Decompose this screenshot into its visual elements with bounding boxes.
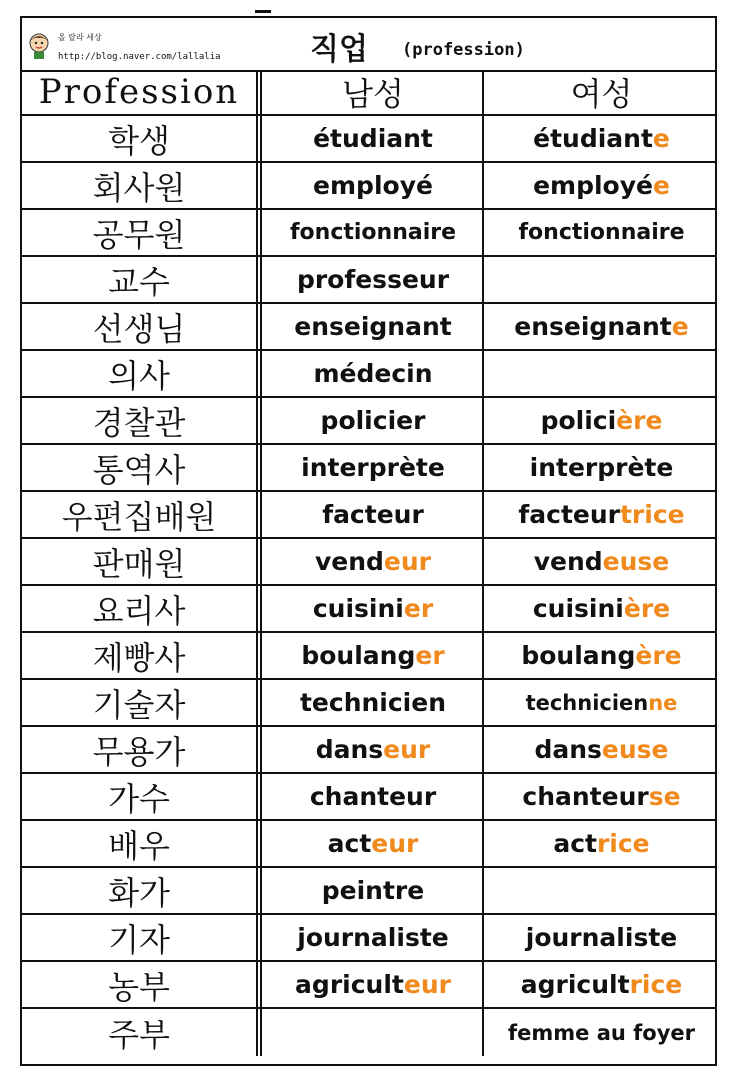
column-divider xyxy=(256,257,258,302)
male-form-stem: étudiant xyxy=(313,124,433,153)
female-form-stem: employé xyxy=(533,171,653,200)
korean-profession: 화가 xyxy=(108,873,170,912)
male-form xyxy=(260,445,484,490)
table-row xyxy=(22,915,715,962)
female-form xyxy=(482,774,719,819)
female-form xyxy=(482,680,719,725)
female-form xyxy=(482,210,719,255)
korean-profession: 경찰관 xyxy=(92,403,186,442)
male-form xyxy=(260,163,484,208)
female-form xyxy=(482,1009,719,1056)
male-form-stem: enseignant xyxy=(294,312,452,341)
female-form xyxy=(482,633,719,678)
male-form-stem: agricult xyxy=(295,970,404,999)
korean-profession: 학생 xyxy=(108,121,170,160)
table-row xyxy=(22,257,715,304)
column-divider xyxy=(256,445,258,490)
korean-profession: 기술자 xyxy=(92,685,186,724)
column-divider xyxy=(256,868,258,913)
table-row xyxy=(22,821,715,868)
column-divider xyxy=(256,821,258,866)
female-form-stem: enseignant xyxy=(514,312,672,341)
male-form-stem: act xyxy=(327,829,372,858)
korean-profession: 의사 xyxy=(108,356,170,395)
female-form-stem: facteur xyxy=(518,500,620,529)
female-form-ending: ne xyxy=(648,690,678,715)
female-form-ending: se xyxy=(648,782,681,811)
korean-profession: 판매원 xyxy=(92,544,186,583)
profession-table xyxy=(22,70,715,1056)
korean-profession: 통역사 xyxy=(92,450,186,489)
blog-url: http://blog.naver.com/lallalia xyxy=(58,52,221,62)
table-row xyxy=(22,539,715,586)
male-form-stem: médecin xyxy=(313,359,433,388)
female-form-ending: e xyxy=(652,124,670,153)
female-form-ending: rice xyxy=(596,829,650,858)
column-divider xyxy=(256,633,258,678)
male-form xyxy=(260,727,484,772)
male-form xyxy=(260,774,484,819)
male-form xyxy=(260,868,484,913)
korean-profession: 공무원 xyxy=(92,215,186,254)
female-form xyxy=(482,257,719,302)
female-form xyxy=(482,727,719,772)
female-form-ending: euse xyxy=(602,547,670,576)
female-form xyxy=(482,163,719,208)
male-form xyxy=(260,539,484,584)
male-form xyxy=(260,633,484,678)
male-form xyxy=(260,962,484,1007)
male-form xyxy=(260,304,484,349)
male-form-stem: employé xyxy=(313,171,433,200)
column-divider xyxy=(256,492,258,537)
column-divider xyxy=(256,586,258,631)
male-form-stem: journaliste xyxy=(297,923,449,952)
korean-profession: 가수 xyxy=(108,779,170,818)
korean-profession: 회사원 xyxy=(92,168,186,207)
korean-profession: 주부 xyxy=(108,1015,170,1054)
male-form-ending: er xyxy=(403,594,434,623)
male-form-stem: peintre xyxy=(321,876,425,905)
blog-avatar-icon xyxy=(27,31,51,59)
female-form xyxy=(482,304,719,349)
column-divider xyxy=(256,915,258,960)
male-form-stem: chanteur xyxy=(309,782,437,811)
female-form-stem: étudiant xyxy=(533,124,653,153)
female-form-stem: vend xyxy=(533,547,603,576)
column-divider xyxy=(256,774,258,819)
column-divider xyxy=(256,210,258,255)
korean-profession: 무용가 xyxy=(92,732,186,771)
female-form xyxy=(482,116,719,161)
column-divider xyxy=(256,163,258,208)
column-header-female: 여성 xyxy=(482,70,719,114)
female-form-ending: e xyxy=(671,312,689,341)
male-form xyxy=(260,680,484,725)
female-form xyxy=(482,915,719,960)
male-form-ending: eur xyxy=(383,547,432,576)
male-form xyxy=(260,821,484,866)
page-title: 직업 xyxy=(310,32,368,67)
column-divider xyxy=(256,1009,258,1056)
column-divider xyxy=(256,70,258,114)
column-divider xyxy=(256,539,258,584)
female-form xyxy=(482,821,719,866)
column-divider xyxy=(256,116,258,161)
korean-profession: 교수 xyxy=(108,262,170,301)
male-form-ending: eur xyxy=(371,829,419,858)
table-row xyxy=(22,727,715,774)
table-row xyxy=(22,868,715,915)
female-form-stem: femme au foyer xyxy=(508,1020,695,1045)
korean-profession: 우편집배원 xyxy=(61,497,217,536)
female-form xyxy=(482,868,719,913)
female-form-stem: interprète xyxy=(529,453,674,482)
korean-profession: 제빵사 xyxy=(92,638,186,677)
female-form-stem: polici xyxy=(540,406,617,435)
male-form xyxy=(260,116,484,161)
table-row xyxy=(22,633,715,680)
column-divider xyxy=(256,962,258,1007)
male-form xyxy=(260,915,484,960)
female-form-ending: e xyxy=(652,171,670,200)
table-row xyxy=(22,680,715,727)
female-form-stem: fonctionnaire xyxy=(518,220,685,245)
female-form xyxy=(482,398,719,443)
male-form-stem: vend xyxy=(314,547,384,576)
table-row xyxy=(22,398,715,445)
column-divider xyxy=(256,304,258,349)
male-form-stem: fonctionnaire xyxy=(289,220,457,245)
table-row xyxy=(22,492,715,539)
male-form xyxy=(260,586,484,631)
column-divider xyxy=(256,398,258,443)
column-header-male: 남성 xyxy=(260,70,484,114)
female-form xyxy=(482,539,719,584)
male-form xyxy=(260,257,484,302)
male-form-stem: dans xyxy=(315,735,384,764)
male-form xyxy=(260,210,484,255)
male-form-stem: facteur xyxy=(322,500,424,529)
table-body xyxy=(22,116,715,1056)
female-form-stem: act xyxy=(553,829,597,858)
korean-profession: 요리사 xyxy=(92,591,186,630)
female-form-ending: ère xyxy=(623,594,671,623)
page-subtitle: (profession) xyxy=(402,40,525,60)
male-form-stem: technicien xyxy=(299,688,447,717)
female-form-ending: ère xyxy=(635,641,682,670)
female-form-stem: chanteur xyxy=(522,782,649,811)
vocabulary-sheet xyxy=(20,16,717,1066)
sheet-header xyxy=(22,18,715,72)
table-row xyxy=(22,163,715,210)
korean-profession: 배우 xyxy=(108,826,170,865)
female-form-ending: trice xyxy=(619,500,685,529)
female-form-stem: technicien xyxy=(525,690,649,715)
table-row xyxy=(22,774,715,821)
table-row xyxy=(22,304,715,351)
korean-profession: 농부 xyxy=(108,967,170,1006)
table-row xyxy=(22,962,715,1009)
male-form xyxy=(260,398,484,443)
column-divider xyxy=(256,727,258,772)
female-form-stem: agricult xyxy=(520,970,630,999)
female-form xyxy=(482,586,719,631)
male-form xyxy=(260,351,484,396)
male-form-stem: boulang xyxy=(301,641,416,670)
column-header-profession: Profession xyxy=(38,72,240,112)
table-row xyxy=(22,116,715,163)
korean-profession: 기자 xyxy=(108,920,170,959)
blog-name: 올 랄라 세상 xyxy=(58,33,102,42)
male-form xyxy=(260,1009,484,1056)
column-divider xyxy=(256,680,258,725)
column-divider xyxy=(256,351,258,396)
table-row xyxy=(22,1009,715,1056)
male-form-stem: cuisini xyxy=(312,594,404,623)
table-header-row xyxy=(22,70,715,116)
female-form-stem: boulang xyxy=(521,641,636,670)
female-form xyxy=(482,445,719,490)
female-form xyxy=(482,351,719,396)
male-form xyxy=(260,492,484,537)
table-row xyxy=(22,351,715,398)
table-row xyxy=(22,210,715,257)
male-form-ending: er xyxy=(415,641,445,670)
female-form-stem: dans xyxy=(534,735,602,764)
male-form-ending: eur xyxy=(383,735,431,764)
korean-profession: 선생님 xyxy=(92,309,186,348)
header-mark xyxy=(255,10,271,13)
female-form-stem: journaliste xyxy=(525,923,678,952)
male-form-stem: professeur xyxy=(296,265,450,294)
male-form-stem: policier xyxy=(320,406,426,435)
female-form-stem: cuisini xyxy=(532,594,624,623)
female-form-ending: rice xyxy=(629,970,683,999)
male-form-ending: eur xyxy=(403,970,451,999)
table-row xyxy=(22,445,715,492)
table-row xyxy=(22,586,715,633)
female-form xyxy=(482,962,719,1007)
female-form xyxy=(482,492,719,537)
female-form-ending: ère xyxy=(616,406,663,435)
female-form-ending: euse xyxy=(601,735,669,764)
male-form-stem: interprète xyxy=(301,453,445,482)
